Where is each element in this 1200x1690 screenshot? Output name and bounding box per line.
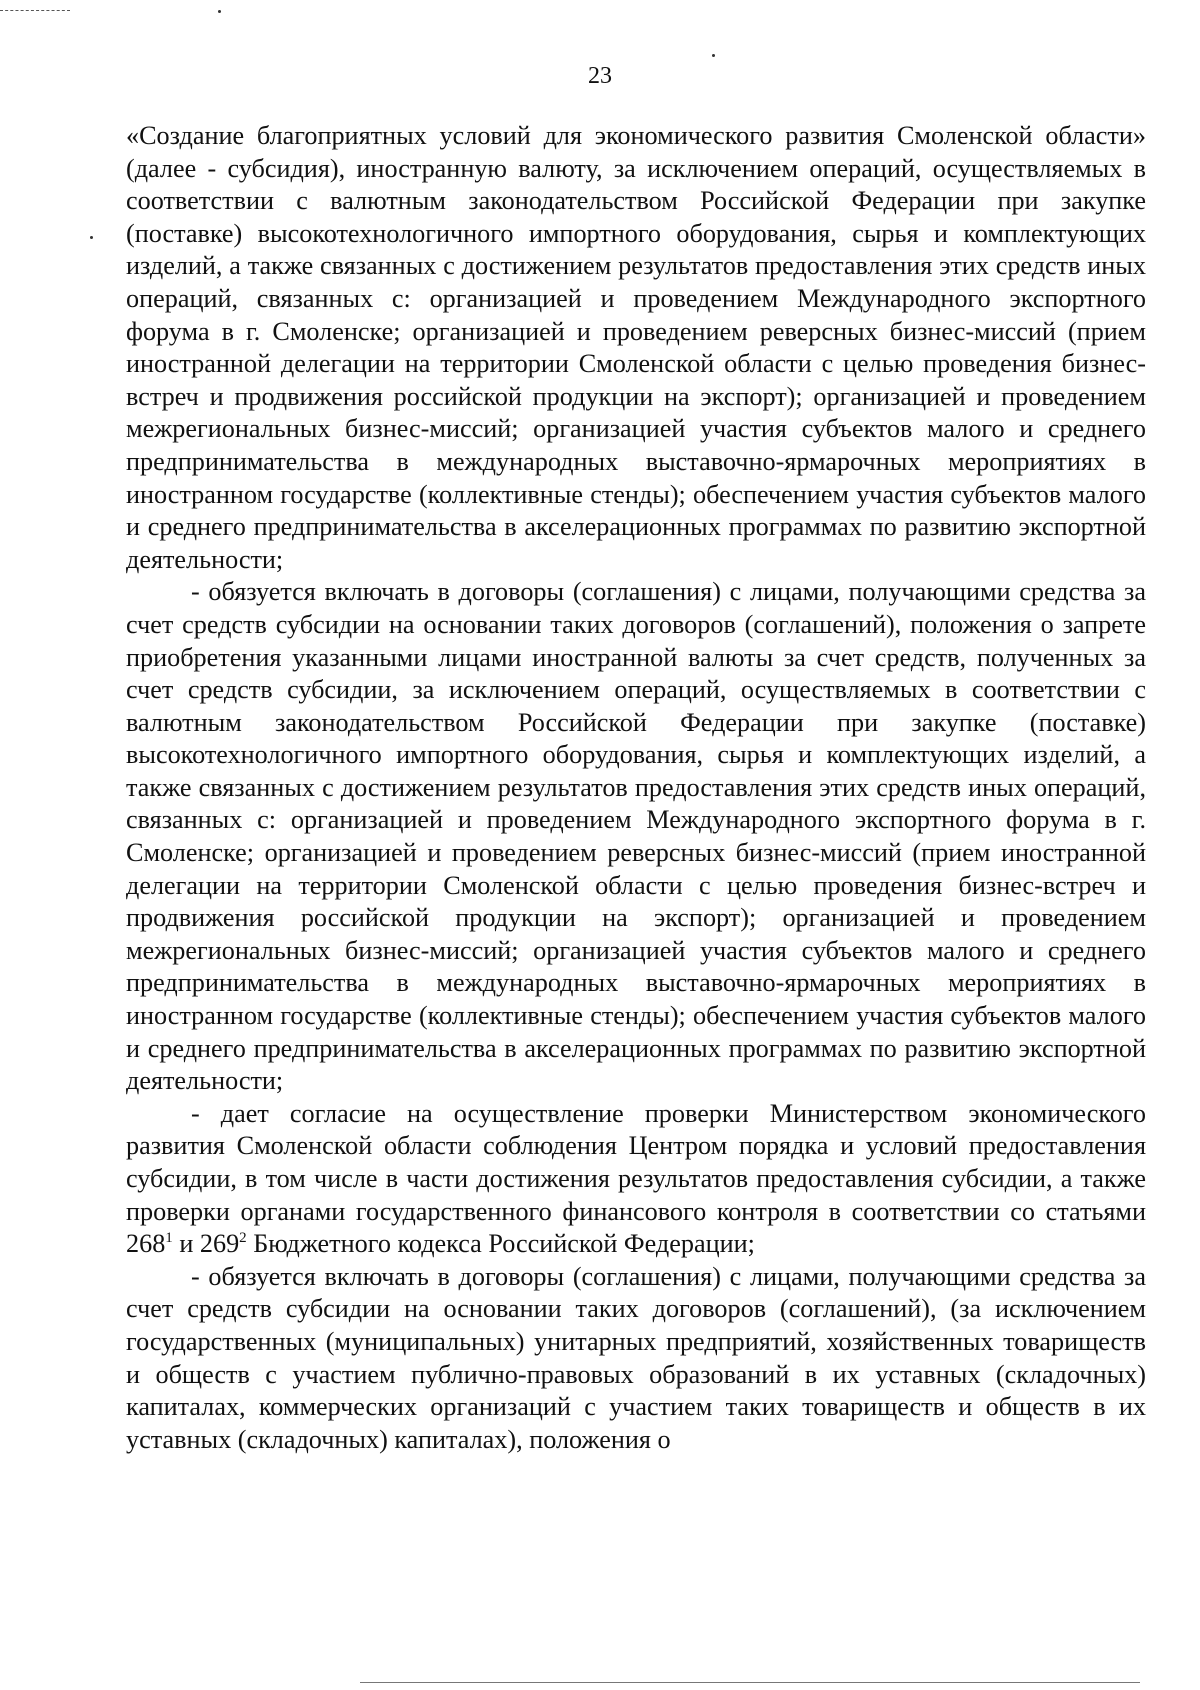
paragraph-text: - дает согласие на осуществление проверки Министерством экономического развития Смоленской области соблюдения Центром порядка и условий предоставления субсидии, в том числе в части достижения результатов предоставления субсидии, а также проверки органами государственного финансового контроля в соответствии со статьями 268: [126, 1098, 1146, 1259]
paragraph-text: и 269: [172, 1229, 240, 1259]
scan-artifact-dot: [218, 10, 221, 13]
scan-artifact-line: [0, 10, 70, 11]
paragraph-text: Бюджетного кодекса Российской Федерации;: [246, 1229, 755, 1259]
paragraph-continuation: «Создание благоприятных условий для экономического развития Смоленской области» (далее - субсидия), иностранную валюту, за исключением операций, осуществляемых в соответствии с валютным законодательством Российской Федерации при закупке (поставке) высокотехнологичного импортного оборудования, сырья и комплектующих изделий, а также связанных с достижением результатов предоставления этих средств иных операций, связанных с: организацией и проведением Международного экспортного форума в г. Смоленске; организацией и проведением реверсных бизнес-миссий (прием иностранной делегации на территории Смоленской области с целью проведения бизнес-встреч и продвижения российской продукции на экспорт); организацией и проведением межрегиональных бизнес-миссий; организацией участия субъектов малого и среднего предпринимательства в международных выставочно-ярмарочных мероприятиях в иностранном государстве (коллективные стенды); обеспечением участия субъектов малого и среднего предпринимательства в акселерационных программах по развитию экспортной деятельности;: [126, 121, 1146, 574]
superscript: 1: [165, 1230, 173, 1247]
document-body: [126, 120, 1146, 1456]
paragraph-consent-inspection: [126, 1098, 1146, 1261]
superscript: 2: [239, 1230, 247, 1247]
scan-artifact-dot: [712, 54, 715, 57]
page-number: 23: [588, 63, 612, 89]
scan-artifact-dot: [90, 236, 93, 239]
paragraph-obligation-contracts: - обязуется включать в договоры (соглашения) с лицами, получающими средства за счет средств субсидии на основании таких договоров (соглашений), (за исключением государственных (муниципальных) унитарных предприятий, хозяйственных товариществ и обществ с участием публично-правовых образований в их уставных (складочных) капиталах, коммерческих организаций с участием таких товариществ и обществ в их уставных (складочных) капиталах), положения о: [126, 1261, 1146, 1454]
scan-artifact-bottom-line: [360, 1682, 1140, 1683]
paragraph-obligation-currency: - обязуется включать в договоры (соглашения) с лицами, получающими средства за счет средств субсидии на основании таких договоров (соглашений), положения о запрете приобретения указанными лицами иностранной валюты за счет средств, полученных за счет средств субсидии, за исключением операций, осуществляемых в соответствии с валютным законодательством Российской Федерации при закупке (поставке) высокотехнологичного импортного оборудования, сырья и комплектующих изделий, а также связанных с достижением результатов предоставления этих средств иных операций, связанных с: организацией и проведением Международного экспортного форума в г. Смоленске; организацией и проведением реверсных бизнес-миссий (прием иностранной делегации на территории Смоленской области с целью проведения бизнес-встреч и продвижения российской продукции на экспорт); организацией и проведением межрегиональных бизнес-миссий; организацией участия субъектов малого и среднего предпринимательства в международных выставочно-ярмарочных мероприятиях в иностранном государстве (коллективные стенды); обеспечением участия субъектов малого и среднего предпринимательства в акселерационных программах по развитию экспортной деятельности;: [126, 577, 1146, 1096]
